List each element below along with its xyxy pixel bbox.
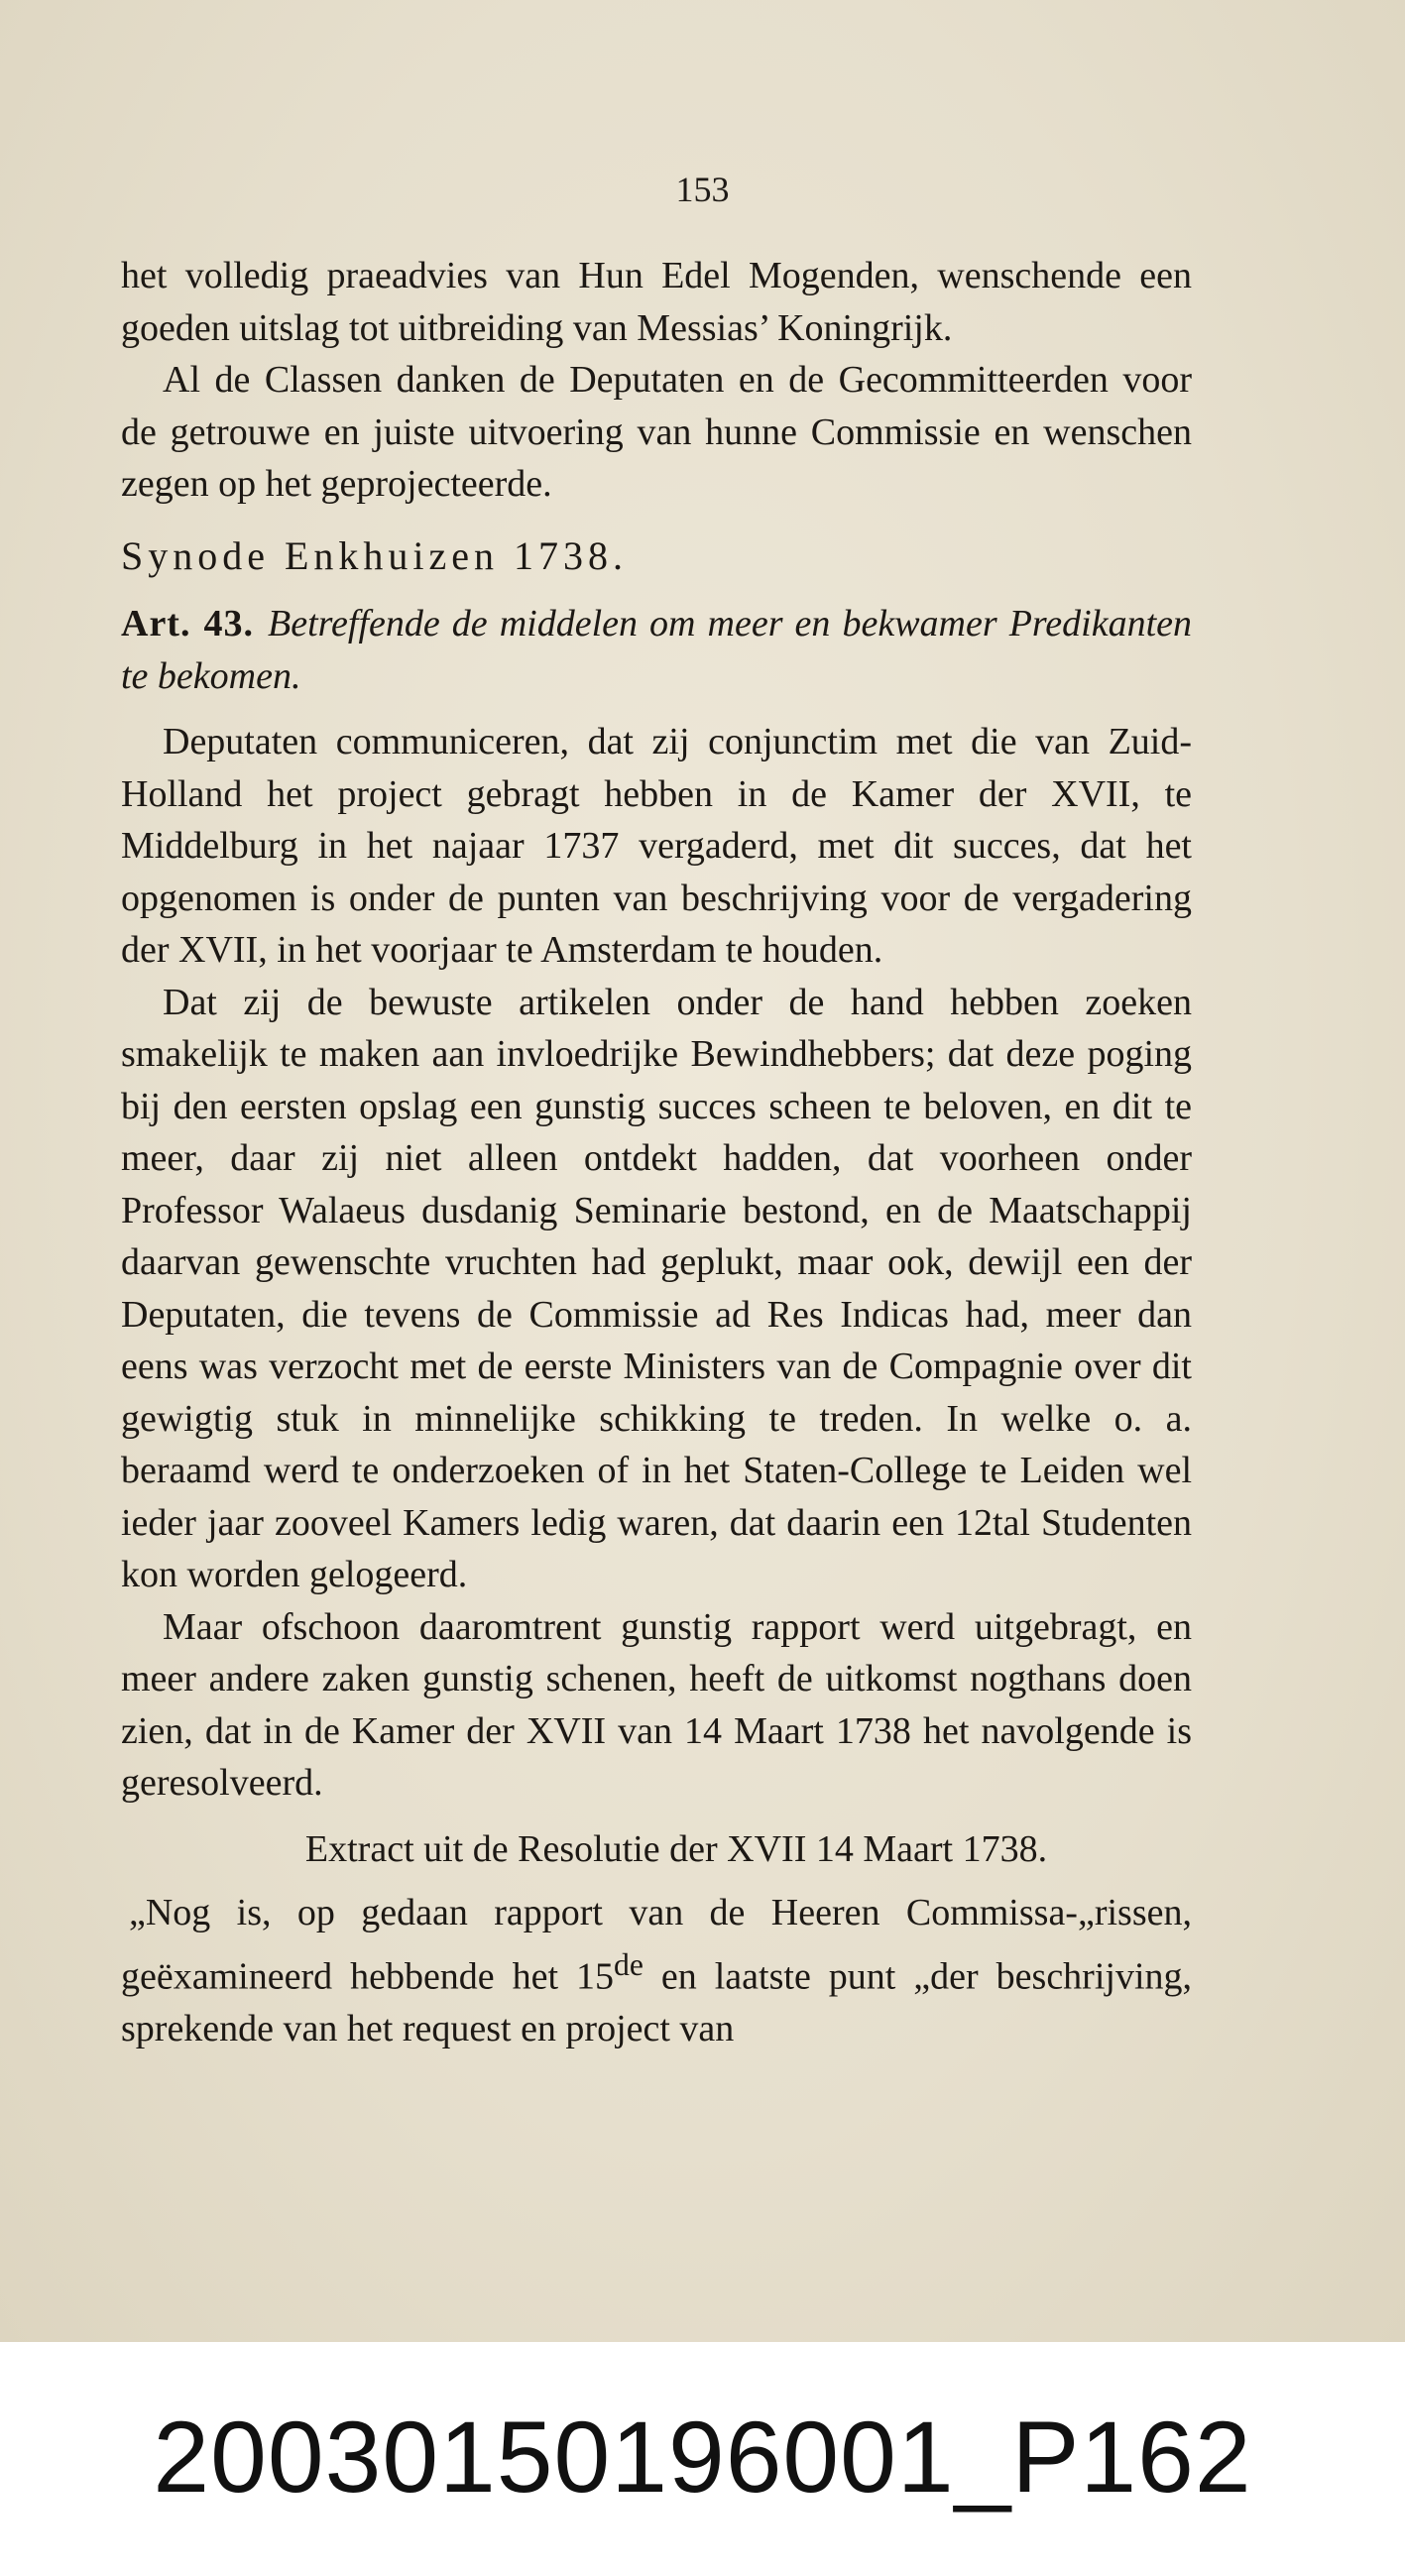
quote-superscript: de <box>614 1946 644 1982</box>
paragraph-artikelen: Dat zij de bewuste artikelen onder de hand hebben zoeken smakelijk te maken aan invloedrijke Bewindhebbers; dat deze poging bij den eersten opslag een gunstig succes scheen te beloven, en dit te meer, daar zij niet alleen ontdekt hadden, dat voorheen onder Professor Walaeus dusdanig Seminarie bestond, en de Maatschappij daarvan gewenschte vruchten had geplukt, maar ook, dewijl een der Deputaten, die tevens de Commissie ad Res Indicas had, meer dan eens was verzocht met de eerste Ministers van de Compagnie over dit gewigtig stuk in minnelijke schikking te treden. In welke o. a. beraamd werd te onderzoeken of in het Staten-College te Leiden wel ieder jaar zooveel Kamers ledig waren, dat daarin een 12tal Studenten kon worden gelogeerd. <box>121 981 1192 1595</box>
document-id: 20030150196001_P162 <box>153 2400 1252 2514</box>
section-heading-synode: Synode Enkhuizen 1738. <box>121 532 629 578</box>
quoted-resolution <box>121 1887 1192 2054</box>
quote-text-1: „Nog is, op gedaan rapport van de Heeren Commissa-„rissen, geëxamineerd hebbende het 15 <box>121 1892 1192 1998</box>
footer-strip <box>0 2342 1405 2576</box>
extract-heading: Extract uit de Resolutie der XVII 14 Maart 1738. <box>304 1827 1048 1870</box>
paragraph-deputaten: Deputaten communiceren, dat zij conjunctim met die van Zuid-Holland het project gebragt hebben in de Kamer der XVII, te Middelburg in het najaar 1737 vergaderd, met dit succes, dat het opgenomen is onder de punten van beschrijving voor de vergadering der XVII, in het voorjaar te Amsterdam te houden. <box>121 721 1192 971</box>
article-heading <box>121 598 1192 702</box>
article-label: Art. 43. <box>121 603 255 644</box>
paragraph-rapport: Maar ofschoon daaromtrent gunstig rapport werd uitgebragt, en meer andere zaken gunstig schenen, heeft de uitkomst nogthans doen zien, dat in de Kamer der XVII van 14 Maart 1738 het navolgende is geresolveerd. <box>121 1605 1192 1804</box>
paragraph-continuation: het volledig praeadvies van Hun Edel Mogenden, wenschende een goeden uitslag tot uitbreiding van Messias’ Koningrijk. <box>121 255 1192 349</box>
quote-text-2: en laatste punt „der beschrijving, sprekende van het request en project van <box>121 1955 1193 2049</box>
article-title: Betreffende de middelen om meer en bekwamer Predikanten te bekomen. <box>121 603 1192 697</box>
paragraph-classen: Al de Classen danken de Deputaten en de Gecommitteerden voor de getrouwe en juiste uitvoering van hunne Commissie en wenschen zegen op het geprojecteerde. <box>121 359 1192 505</box>
page-number: 153 <box>675 170 730 209</box>
page-body <box>121 250 1192 2054</box>
